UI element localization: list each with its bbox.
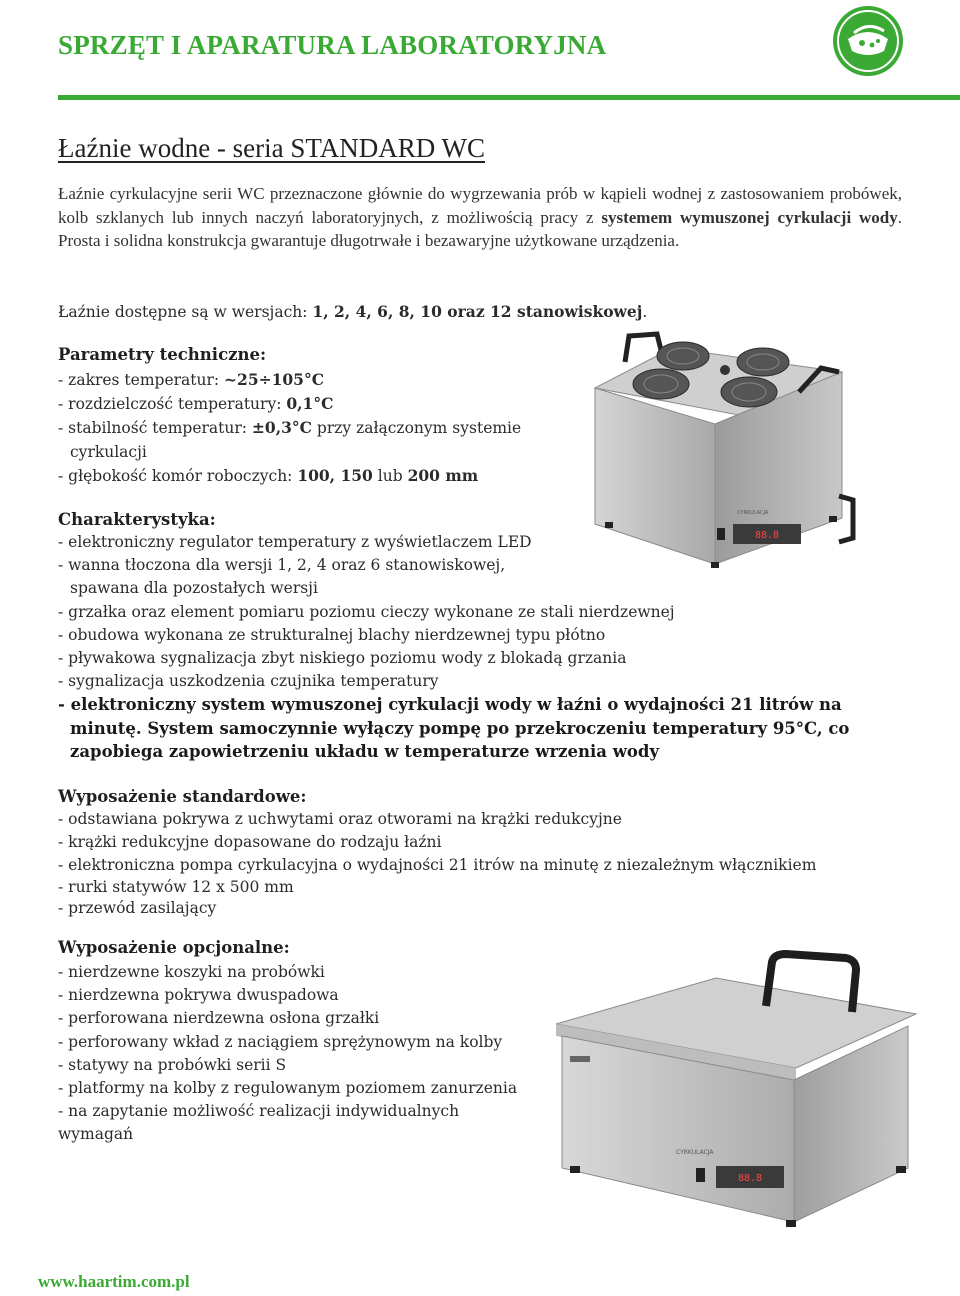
list-item: - perforowany wkład z naciągiem sprężynowym na kolby bbox=[58, 1032, 503, 1051]
list-item: - wanna tłoczona dla wersji 1, 2, 4 oraz 6 stanowiskowej, bbox=[58, 556, 506, 575]
intro-text: Łaźnie cyrkulacyjne serii WC przeznaczone głównie do wygrzewania prób w kąpieli wodnej z zastosowaniem probówek, kolb szklanych lub innych naczyń laboratoryjnych, z możliwością pracy z bbox=[58, 184, 902, 227]
versions-line bbox=[58, 300, 647, 324]
list-item: - rurki statywów 12 x 500 mm bbox=[58, 877, 294, 896]
list-item: - sygnalizacja uszkodzenia czujnika temperatury bbox=[58, 672, 439, 691]
optional-list bbox=[58, 961, 517, 1147]
versions-suffix: . bbox=[642, 303, 648, 321]
list-item bbox=[58, 464, 521, 488]
list-item bbox=[58, 416, 521, 440]
list-item: - przewód zasilający bbox=[58, 898, 217, 917]
list-item: - statywy na probówki serii S bbox=[58, 1055, 287, 1074]
versions-prefix: Łaźnie dostępne są w wersjach: bbox=[58, 303, 313, 321]
list-item: - na zapytanie możliwość realizacji indywidualnych bbox=[58, 1102, 460, 1121]
intro-text-end: . Prosta i solidna konstrukcja gwarantuje długotrwałe i bezawaryjne użytkowane urządzenia. bbox=[58, 207, 903, 250]
list-item: - platformy na kolby z regulowanym poziomem zanurzenia bbox=[58, 1079, 518, 1098]
intro-bold: systemem wymuszonej cyrkulacji wody bbox=[601, 207, 898, 227]
param-label: przy załączonym systemie bbox=[311, 419, 522, 438]
list-item: - nierdzewna pokrywa dwuspadowa bbox=[58, 986, 339, 1005]
params-heading: Parametry techniczne: bbox=[58, 345, 267, 364]
list-item bbox=[58, 392, 521, 416]
standard-heading: Wyposażenie standardowe: bbox=[58, 787, 307, 806]
panel-label: CYRKULACJA bbox=[676, 1149, 714, 1156]
list-item: - elektroniczny regulator temperatury z wyświetlaczem LED bbox=[58, 533, 532, 551]
bath-with-lid-image bbox=[546, 930, 919, 1228]
list-item: wymagań bbox=[58, 1125, 134, 1144]
param-label: - rozdzielczość temperatury: bbox=[58, 395, 287, 414]
optional-heading: Wyposażenie opcjonalne: bbox=[58, 938, 290, 957]
param-value: 100, 150 bbox=[297, 465, 373, 485]
standard-list bbox=[58, 808, 816, 920]
list-item: - perforowana nierdzewna osłona grzałki bbox=[58, 1009, 380, 1028]
param-label: lub bbox=[372, 466, 408, 485]
list-item bbox=[58, 441, 521, 464]
features-heading: Charakterystyka: bbox=[58, 510, 216, 529]
list-item: - nierdzewne koszyki na probówki bbox=[58, 963, 325, 981]
list-item: - elektroniczny system wymuszonej cyrkulacji wody w łaźni o wydajności 21 litrów na bbox=[58, 695, 842, 715]
features-list bbox=[58, 531, 849, 764]
list-item: - krążki redukcyjne dopasowane do rodzaju łaźni bbox=[58, 833, 442, 852]
display-readout: 88.8 bbox=[737, 1173, 763, 1184]
panel-label: CYRKULACJA bbox=[737, 510, 769, 516]
list-item: spawana dla pozostałych wersji bbox=[70, 579, 318, 598]
param-value: ±0,3°C bbox=[251, 418, 312, 438]
header-title: SPRZĘT I APARATURA LABORATORYJNA bbox=[58, 30, 607, 60]
param-label: - głębokość komór roboczych: bbox=[58, 466, 298, 485]
param-value: ~25÷105°C bbox=[224, 370, 325, 389]
params-list bbox=[58, 368, 521, 488]
list-item: minutę. System samoczynnie wyłączy pompę po przekroczeniu temperatury 95°C, co bbox=[70, 718, 850, 738]
list-item: - obudowa wykonana ze strukturalnej blachy nierdzewnej typu płótno bbox=[58, 625, 606, 644]
list-item: - odstawiana pokrywa z uchwytami oraz otworami na krążki redukcyjne bbox=[58, 810, 622, 828]
page-title: Łaźnie wodne - seria STANDARD WC bbox=[58, 133, 485, 163]
param-label: - stabilność temperatur: bbox=[58, 419, 252, 438]
list-item: - grzałka oraz element pomiaru poziomu cieczy wykonane ze stali nierdzewnej bbox=[58, 602, 675, 621]
versions-bold: 1, 2, 4, 6, 8, 10 oraz 12 stanowiskowej bbox=[312, 302, 643, 321]
display-readout: 88.8 bbox=[754, 530, 780, 541]
intro-paragraph bbox=[58, 182, 902, 253]
param-label: - zakres temperatur: bbox=[58, 371, 225, 389]
list-item: - pływakowa sygnalizacja zbyt niskiego poziomu wody z blokadą grzania bbox=[58, 649, 627, 668]
param-value: 200 mm bbox=[407, 465, 479, 485]
param-value: 0,1°C bbox=[286, 394, 334, 414]
list-item: - elektroniczna pompa cyrkulacyjna o wydajności 21 itrów na minutę z niezależnym włącznikiem bbox=[58, 856, 817, 875]
header-divider bbox=[58, 95, 960, 100]
list-item: zapobiega zapowietrzeniu układu w temperaturze wrzenia wody bbox=[70, 742, 660, 762]
list-item bbox=[58, 368, 521, 392]
lab-bath-logo-icon bbox=[832, 5, 904, 77]
param-label: cyrkulacji bbox=[70, 442, 147, 461]
footer-url[interactable]: www.haartim.com.pl bbox=[38, 1272, 190, 1291]
